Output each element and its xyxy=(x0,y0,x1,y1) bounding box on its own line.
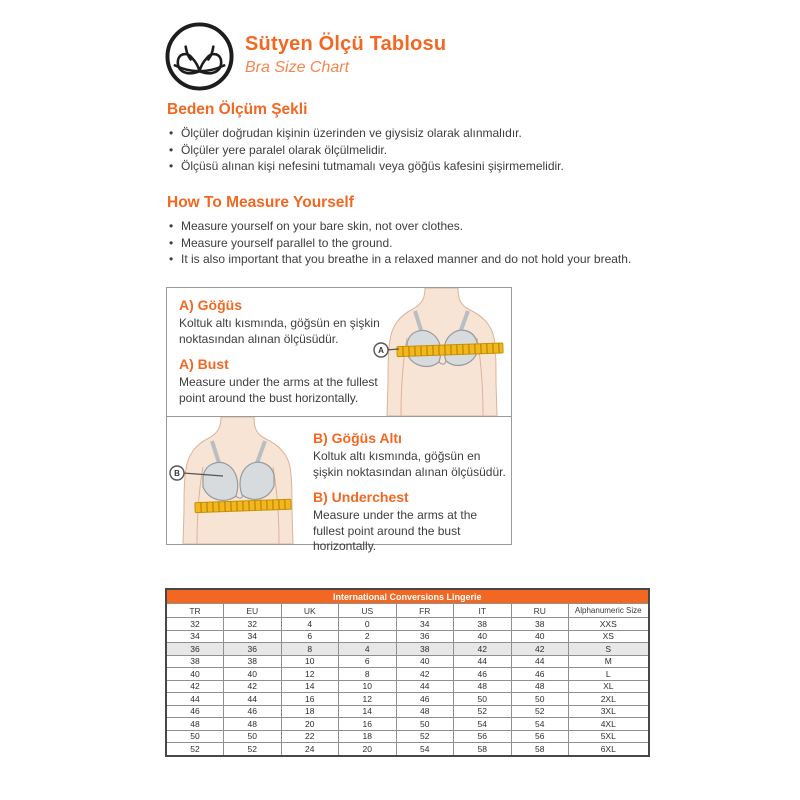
underchest-heading-en: B) Underchest xyxy=(313,489,409,505)
marker-b-label: B xyxy=(174,469,180,478)
size-cell: 6 xyxy=(339,655,397,668)
size-cell: 38 xyxy=(454,618,512,631)
page-title: Sütyen Ölçü Tablosu xyxy=(245,33,447,55)
size-cell: 44 xyxy=(224,693,282,706)
size-cell: 16 xyxy=(339,718,397,731)
table-row xyxy=(166,618,649,631)
size-cell: 4 xyxy=(339,643,397,656)
size-cell: 6XL xyxy=(569,743,649,756)
size-cell: 24 xyxy=(281,743,339,756)
size-cell: 38 xyxy=(224,655,282,668)
table-row xyxy=(166,705,649,718)
size-cell: 38 xyxy=(396,643,454,656)
underchest-heading-tr: B) Göğüs Altı xyxy=(313,430,402,446)
size-cell: 56 xyxy=(454,730,512,743)
size-cell: 44 xyxy=(511,655,569,668)
size-cell: 14 xyxy=(281,680,339,693)
size-cell: XXS xyxy=(569,618,649,631)
size-cell: 56 xyxy=(511,730,569,743)
table-row xyxy=(166,743,649,756)
size-cell: 46 xyxy=(511,668,569,681)
size-cell: 58 xyxy=(454,743,512,756)
column-header: Alphanumeric Size xyxy=(569,604,649,618)
size-cell: S xyxy=(569,643,649,656)
size-cell: 8 xyxy=(281,643,339,656)
size-cell: 40 xyxy=(511,630,569,643)
size-cell: 3XL xyxy=(569,705,649,718)
size-cell: 44 xyxy=(396,680,454,693)
column-header: UK xyxy=(281,604,339,618)
bullet-item: • It is also important that you breathe in a relaxed manner and do not hold your breath. xyxy=(167,251,687,268)
size-cell: 50 xyxy=(454,693,512,706)
table-row xyxy=(166,680,649,693)
size-cell: 44 xyxy=(454,655,512,668)
size-cell: 16 xyxy=(281,693,339,706)
size-cell: 48 xyxy=(396,705,454,718)
size-cell: 0 xyxy=(339,618,397,631)
underchest-text-column xyxy=(313,430,509,564)
underchest-illustration xyxy=(167,417,307,544)
bust-heading-tr: A) Göğüs xyxy=(179,297,242,313)
column-header: IT xyxy=(454,604,512,618)
size-cell: 40 xyxy=(396,655,454,668)
bust-heading-en: A) Bust xyxy=(179,356,229,372)
size-cell: 36 xyxy=(224,643,282,656)
size-cell: 46 xyxy=(454,668,512,681)
column-header: RU xyxy=(511,604,569,618)
size-cell: 42 xyxy=(396,668,454,681)
table-row xyxy=(166,693,649,706)
size-cell: 12 xyxy=(281,668,339,681)
table-body xyxy=(166,618,649,756)
bullet-item: • Measure yourself on your bare skin, not over clothes. xyxy=(167,218,687,235)
size-cell: 32 xyxy=(224,618,282,631)
size-cell: 50 xyxy=(224,730,282,743)
bullet-list-en xyxy=(167,218,687,268)
section-heading-tr: Beden Ölçüm Şekli xyxy=(167,101,308,118)
size-cell: 36 xyxy=(396,630,454,643)
size-cell: 58 xyxy=(511,743,569,756)
size-cell: 32 xyxy=(166,618,224,631)
size-cell: 40 xyxy=(224,668,282,681)
size-cell: 12 xyxy=(339,693,397,706)
page-subtitle: Bra Size Chart xyxy=(245,59,350,76)
bullet-item: • Measure yourself parallel to the ground. xyxy=(167,235,687,252)
size-cell: 8 xyxy=(339,668,397,681)
size-cell: L xyxy=(569,668,649,681)
size-cell: 42 xyxy=(454,643,512,656)
column-header: EU xyxy=(224,604,282,618)
section-heading-en: How To Measure Yourself xyxy=(167,194,354,211)
table-header-row xyxy=(166,604,649,618)
column-header: FR xyxy=(396,604,454,618)
size-cell: 10 xyxy=(281,655,339,668)
size-cell: 38 xyxy=(166,655,224,668)
table-row xyxy=(166,668,649,681)
size-cell: 4 xyxy=(281,618,339,631)
bullet-list-tr xyxy=(167,125,687,175)
size-cell: 54 xyxy=(396,743,454,756)
underchest-text-en: Measure under the arms at the fullest point around the bust horizontally. xyxy=(313,508,478,553)
size-cell: 52 xyxy=(224,743,282,756)
size-cell: 6 xyxy=(281,630,339,643)
bullet-item: • Ölçüsü alınan kişi nefesini tutmamalı veya göğüs kafesini şişirmemelidir. xyxy=(167,158,687,175)
table-row xyxy=(166,718,649,731)
measure-box-underchest xyxy=(166,416,512,553)
size-cell: 22 xyxy=(281,730,339,743)
column-header: US xyxy=(339,604,397,618)
size-cell: 42 xyxy=(224,680,282,693)
size-cell: 5XL xyxy=(569,730,649,743)
size-cell: 34 xyxy=(224,630,282,643)
size-cell: XS xyxy=(569,630,649,643)
size-cell: 38 xyxy=(511,618,569,631)
size-cell: 40 xyxy=(454,630,512,643)
bust-illustration xyxy=(371,288,511,416)
size-cell: 40 xyxy=(166,668,224,681)
size-cell: 52 xyxy=(454,705,512,718)
measure-box-bust xyxy=(166,287,512,417)
size-cell: 52 xyxy=(396,730,454,743)
conversion-table-wrap xyxy=(165,588,648,757)
size-cell: 52 xyxy=(166,743,224,756)
size-cell: 34 xyxy=(166,630,224,643)
size-cell: 34 xyxy=(396,618,454,631)
size-cell: 48 xyxy=(166,718,224,731)
size-cell: 20 xyxy=(339,743,397,756)
size-cell: 46 xyxy=(396,693,454,706)
bust-text-tr: Koltuk altı kısmında, göğsün en şişkin noktasından alınan ölçüsüdür. xyxy=(179,316,380,346)
underchest-text-tr: Koltuk altı kısmında, göğsün en şişkin noktasından alınan ölçüsüdür. xyxy=(313,449,506,479)
size-cell: XL xyxy=(569,680,649,693)
size-cell: 10 xyxy=(339,680,397,693)
bullet-item: • Ölçüler yere paralel olarak ölçülmelidir. xyxy=(167,142,687,159)
table-row xyxy=(166,630,649,643)
size-cell: 14 xyxy=(339,705,397,718)
size-cell: 2XL xyxy=(569,693,649,706)
size-cell: 48 xyxy=(511,680,569,693)
size-cell: 42 xyxy=(166,680,224,693)
size-cell: 44 xyxy=(166,693,224,706)
size-cell: 50 xyxy=(396,718,454,731)
marker-a-label: A xyxy=(378,346,384,355)
bust-text-column xyxy=(179,297,393,415)
table-row xyxy=(166,655,649,668)
size-cell: 46 xyxy=(224,705,282,718)
size-cell: M xyxy=(569,655,649,668)
size-cell: 42 xyxy=(511,643,569,656)
size-cell: 50 xyxy=(511,693,569,706)
table-row xyxy=(166,730,649,743)
size-cell: 20 xyxy=(281,718,339,731)
size-cell: 52 xyxy=(511,705,569,718)
column-header: TR xyxy=(166,604,224,618)
size-cell: 18 xyxy=(281,705,339,718)
size-cell: 50 xyxy=(166,730,224,743)
size-cell: 54 xyxy=(454,718,512,731)
conversion-table xyxy=(165,588,650,757)
bra-icon xyxy=(164,21,235,92)
size-cell: 46 xyxy=(166,705,224,718)
size-cell: 48 xyxy=(454,680,512,693)
bullet-item: • Ölçüler doğrudan kişinin üzerinden ve giysisiz olarak alınmalıdır. xyxy=(167,125,687,142)
size-cell: 54 xyxy=(511,718,569,731)
size-cell: 48 xyxy=(224,718,282,731)
size-cell: 18 xyxy=(339,730,397,743)
size-cell: 36 xyxy=(166,643,224,656)
document-header xyxy=(245,33,446,77)
size-cell: 4XL xyxy=(569,718,649,731)
bust-text-en: Measure under the arms at the fullest point around the bust horizontally. xyxy=(179,375,378,405)
table-row xyxy=(166,643,649,656)
table-title: International Conversions Lingerie xyxy=(166,589,649,604)
size-cell: 2 xyxy=(339,630,397,643)
